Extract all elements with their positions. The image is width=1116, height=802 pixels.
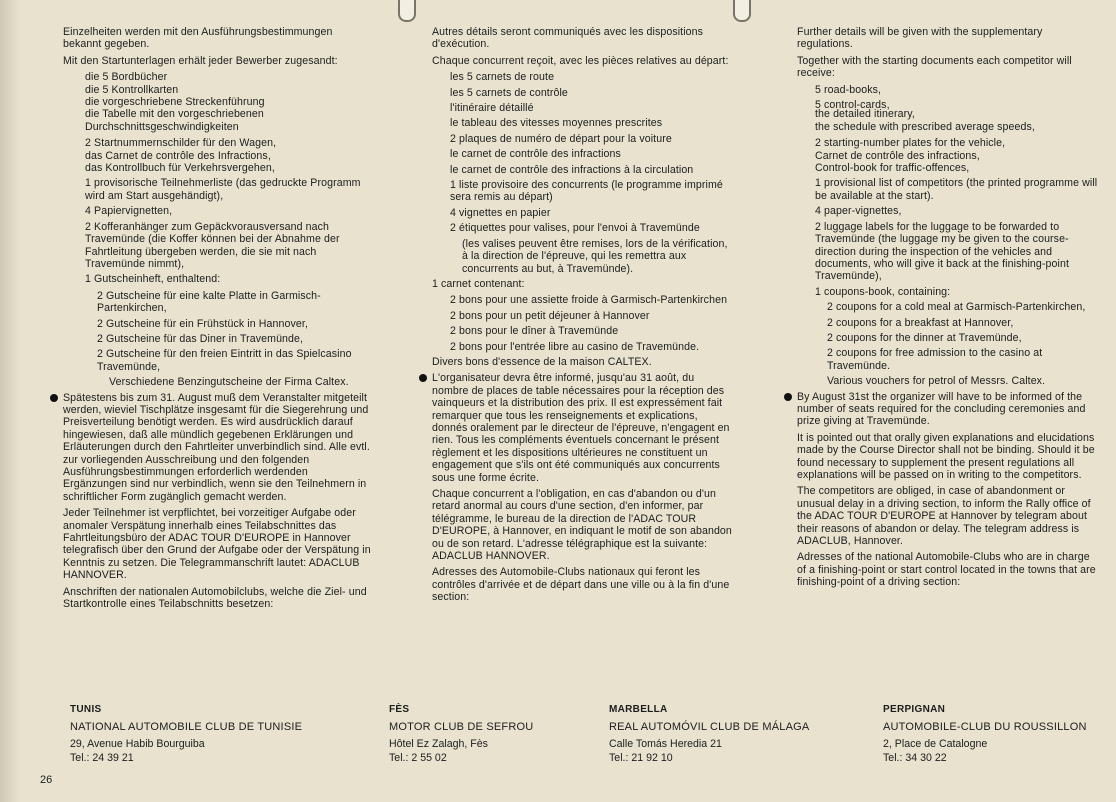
list-item: 2 starting-number plates for the vehicle, Carnet de contrôle des infractions, Control-book for traffic-offences,: [815, 137, 1006, 175]
paragraph: Einzelheiten werden mit den Ausführungsbestimmungen bekannt gegeben.: [63, 26, 333, 51]
list-item: 2 Gutscheine für das Diner in Travemünde,: [97, 332, 304, 345]
list-item: 4 paper-vignettes,: [815, 205, 902, 218]
paragraph: Adresses of the national Automobile-Clubs who are in charge of a finishing-point or start control located in the towns that are finishing-point of a driving section:: [797, 551, 1096, 589]
paragraph: Together with the starting documents each competitor will receive:: [797, 54, 1072, 80]
list-item: 2 luggage labels for the luggage to be forwarded to Travemünde (the luggage my be given to the course-direction during the inspection of the vehicles and documents, who will give it back at the finishing-point Travemünde),: [815, 220, 1069, 283]
club-name: REAL AUTOMÓVIL CLUB DE MÁLAGA: [609, 721, 810, 733]
club-address-block: [609, 703, 849, 765]
english-column: [797, 26, 1101, 593]
list-item: 1 coupons-book, containing:: [815, 285, 951, 298]
list-item: 1 provisional list of competitors (the printed programme will be available at the start).: [815, 177, 1098, 202]
list-item: 2 coupons for a breakfast at Hannover,: [827, 316, 1014, 329]
club-telephone: Tel.: 34 30 22: [883, 752, 947, 764]
club-name: AUTOMOBILE-CLUB DU ROUSSILLON: [883, 721, 1087, 733]
page-edge-shadow: [0, 0, 20, 802]
list-item: 2 coupons for free admission to the casino at Travemünde.: [827, 347, 1043, 372]
city-name: FÈS: [389, 704, 410, 715]
list-item: 1 carnet contenant:: [432, 277, 525, 290]
german-column: [63, 26, 371, 614]
paragraph: Chaque concurrent a l'obligation, en cas d'abandon ou d'un retard anormal au cours d'une section, d'en informer, par télégramme, le bureau de la direction de l'ADAC TOUR D'EUROPE, à Hannover, en indiquant le motif de son abandon ou de son retard. L'adresse télégraphique est la suivante: ADACLUB HANNOVER.: [432, 488, 732, 563]
list-item: 2 plaques de numéro de départ pour la voiture: [450, 132, 672, 145]
club-address: 29, Avenue Habib Bourguiba: [70, 738, 205, 750]
club-address-block: [389, 703, 589, 765]
city-name: PERPIGNAN: [883, 704, 946, 715]
list-item: 2 Startnummernschilder für den Wagen, das Carnet de contrôle des Infractions, das Kontrollbuch für Verkehrsvergehen,: [85, 137, 277, 175]
club-address: Calle Tomás Heredia 21: [609, 738, 722, 750]
plates-list: [797, 137, 1101, 298]
paragraph: Jeder Teilnehmer ist verpflichtet, bei vorzeitiger Aufgabe oder anomaler Verspätung innerhalb eines Teilabschnittes das Fahrtleitungsbüro der ADAC TOUR D'EUROPE in Hannover telegrafisch über den Grund der Aufgabe oder der Verspätung in Kenntnis zu setzen. Die Telegrammanschrift lautet: ADACLUB HANNOVER.: [63, 507, 371, 582]
list-item: 4 Papiervignetten,: [85, 205, 173, 218]
coupons-list: [63, 290, 371, 389]
list-item: 2 coupons for the dinner at Travemünde,: [827, 331, 1022, 344]
list-item: 4 vignettes en papier: [450, 206, 551, 219]
list-item: (les valises peuvent être remises, lors de la vérification, à la direction de l'épreuve, qui les remettra aux concurrents au but, à Travemünde).: [462, 237, 728, 275]
paragraph: Adresses des Automobile-Clubs nationaux qui feront les contrôles d'arrivée et de départ dans une ville ou à la fin d'une section:: [432, 566, 730, 604]
coupons-list: [797, 301, 1101, 387]
list-item: 2 Gutscheine für eine kalte Platte in Garmisch-Partenkirchen,: [97, 289, 321, 315]
paragraph: Chaque concurrent reçoit, avec les pièces relatives au départ:: [432, 54, 729, 67]
list-item: 1 Gutscheinheft, enthaltend:: [85, 273, 221, 286]
list-item: 2 bons pour une assiette froide à Garmisch-Partenkirchen: [450, 294, 728, 307]
list-item: 5 control-cards,: [815, 99, 890, 112]
coupons-list: [432, 294, 732, 353]
city-name: TUNIS: [70, 704, 102, 715]
list-item: le tableau des vitesses moyennes prescrites: [450, 117, 663, 130]
bullet-paragraph: By August 31st the organizer will have to be informed of the number of seats required for the concluding ceremonies and prize giving at Travemünde.: [797, 391, 1101, 428]
list-item: 2 Kofferanhänger zum Gepäckvorausversand nach Travemünde (die Koffer können bei der Abnahme der Fahrtleitung übergeben werden, die sie mit nach Travemünde nimmt),: [85, 220, 340, 270]
club-name: NATIONAL AUTOMOBILE CLUB DE TUNISIE: [70, 721, 303, 733]
french-column: [432, 26, 732, 608]
list-item: 2 Gutscheine für den freien Eintritt in das Spielcasino Travemünde,: [97, 348, 352, 373]
city-name: MARBELLA: [609, 704, 668, 715]
binder-ring-right: [733, 0, 751, 22]
list-item: 1 provisorische Teilnehmerliste (das gedruckte Programm wird am Start ausgehändigt),: [85, 177, 361, 202]
paragraph: Autres détails seront communiqués avec les dispositions d'exécution.: [432, 26, 704, 51]
bullet-paragraph: Spätestens bis zum 31. August muß dem Veranstalter mitgeteilt werden, wieviel Tischplätze insgesamt für die Siegerehrung und Preisverteilung benötigt werden. Es wird ausdrücklich darauf hingewiesen, daß alle mündlich gegebenen Erklärungen und Erläuterungen durch den Fahrtleiter unverbindlich sind. Alle evtl. zur vorliegenden Ausschreibung und den folgenden Ausführungsbestimmungen erforderlich werdenden Ergänzungen sind nur verbindlich, wenn sie den Teilnehmern in schriftlicher Form zugänglich gemacht werden.: [63, 391, 370, 503]
club-telephone: Tel.: 21 92 10: [609, 752, 673, 764]
club-name: MOTOR CLUB DE SEFROU: [389, 721, 534, 733]
club-telephone: Tel.: 2 55 02: [389, 752, 447, 764]
bullet-paragraph: L'organisateur devra être informé, jusqu'au 31 août, du nombre de places de table nécessaires pour la réception des vainqueurs et la distribution des prix. Il est expressément fait remarquer que tous les renseignements et explications, donnés oralement par le directeur de l'épreuve, n'engagent en rien. Tous les compléments éventuels concernant le présent règlement et les dispositions ultérieures ne constituent un engagement que s'ils ont été communiqués aux concurrents sous une forme écrite.: [432, 372, 732, 484]
documents-list: [432, 71, 732, 275]
list-item: le carnet de contrôle des infractions à la circulation: [450, 163, 694, 176]
paragraph: Anschriften der nationalen Automobilclubs, welche die Ziel- und Startkontrolle eines Teilabschnitts besetzen:: [63, 585, 367, 611]
list-item: l'itinéraire détaillé: [450, 102, 534, 115]
list-item: 2 bons pour un petit déjeuner à Hannover: [450, 309, 650, 322]
list-item: die 5 Bordbücher die 5 Kontrollkarten die vorgeschriebene Streckenführung die Tabelle mit den vorgeschriebenen Durchschnittsgeschwindigkeiten: [85, 71, 265, 133]
list-item: 2 étiquettes pour valises, pour l'envoi à Travemünde: [450, 222, 700, 235]
list-item: Verschiedene Benzingutscheine der Firma Caltex.: [109, 376, 349, 389]
documents-list: [797, 84, 1101, 112]
page-number: 26: [40, 774, 53, 786]
list-item: 2 bons pour le dîner à Travemünde: [450, 325, 619, 338]
club-telephone: Tel.: 24 39 21: [70, 752, 134, 764]
list-item: les 5 carnets de route: [450, 71, 555, 84]
documents-list: [63, 71, 371, 270]
club-address-block: [70, 703, 360, 765]
list-item: 2 bons pour l'entrée libre au casino de Travemünde.: [450, 340, 700, 353]
list-item: 5 road-books,: [815, 83, 882, 96]
club-address: 2, Place de Catalogne: [883, 738, 988, 750]
list-item: les 5 carnets de contrôle: [450, 86, 568, 99]
list-item: Various vouchers for petrol of Messrs. Caltex.: [827, 375, 1046, 388]
list-item: le carnet de contrôle des infractions: [450, 148, 621, 161]
paragraph: Further details will be given with the supplementary regulations.: [797, 26, 1043, 51]
list-item: 2 Gutscheine für ein Frühstück in Hannover,: [97, 317, 308, 330]
paragraph: Divers bons d'essence de la maison CALTEX.: [432, 355, 652, 368]
club-address-block: [883, 703, 1108, 765]
list-item: the detailed itinerary, the schedule with prescribed average speeds,: [815, 108, 1035, 133]
list-item: 1 liste provisoire des concurrents (le programme imprimé sera remis au départ): [450, 179, 723, 204]
paragraph: It is pointed out that orally given explanations and elucidations made by the Course Director shall not be binding. Should it be found necessary to supplement the present regulations all explanations will be passed on in writing to the competitors.: [797, 431, 1095, 481]
paragraph: The competitors are obliged, in case of abandonment or unusual delay in a driving section, to inform the Rally office of the ADAC TOUR D'EUROPE at Hannover by telegram about their reasons of abandon or delay. The telegram address is ADACLUB, Hannover.: [797, 485, 1091, 548]
club-address: Hôtel Ez Zalagh, Fès: [389, 738, 488, 750]
binder-ring-left: [398, 0, 416, 22]
paragraph: Mit den Startunterlagen erhält jeder Bewerber zugesandt:: [63, 54, 338, 67]
list-item: 2 coupons for a cold meal at Garmisch-Partenkirchen,: [827, 301, 1086, 314]
